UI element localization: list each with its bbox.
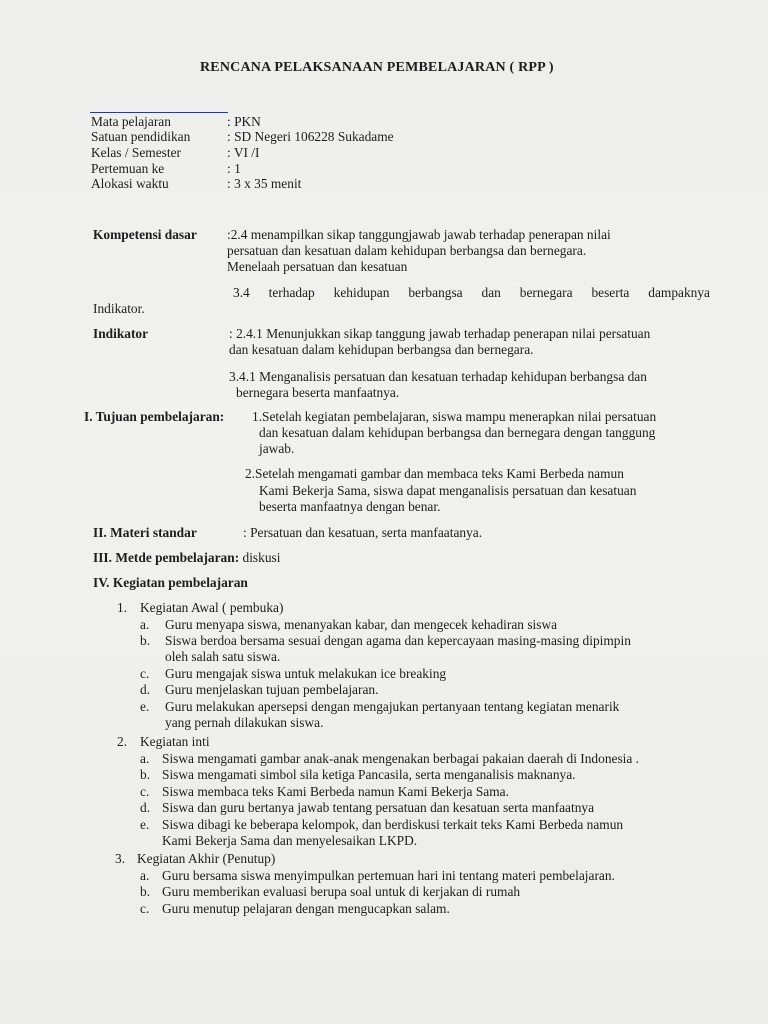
list-letter: b.	[140, 884, 151, 899]
kegiatan-inti-title: Kegiatan inti	[140, 734, 210, 749]
list-letter: e.	[140, 817, 150, 832]
list-letter: a.	[140, 751, 150, 766]
list-item: Siswa mengamati gambar anak-anak mengenakan berbagai pakaian daerah di Indonesia .	[162, 751, 640, 766]
identitas-label-kelas: Kelas / Semester	[91, 145, 181, 160]
list-item: oleh salah satu siswa.	[165, 649, 281, 664]
identitas-value-kelas: : VI /I	[227, 145, 260, 160]
indikator-line: 3.4.1 Menganalisis persatuan dan kesatuan terhadap kehidupan berbangsa dan	[229, 369, 647, 384]
tujuan-label: I. Tujuan pembelajaran:	[84, 409, 225, 424]
ink-underline	[90, 112, 228, 113]
materi-label: II. Materi standar	[93, 525, 197, 540]
list-item: yang pernah dilakukan siswa.	[165, 715, 324, 730]
list-letter: c.	[140, 666, 150, 681]
list-item: Guru menutup pelajaran dengan mengucapkan salam.	[162, 901, 450, 916]
list-letter: d.	[140, 800, 151, 815]
list-item: Siswa membaca teks Kami Berbeda namun Kami Bekerja Sama.	[162, 784, 509, 799]
list-letter: c.	[140, 784, 150, 799]
list-letter: c.	[140, 901, 150, 916]
identitas-value-alokasi: : 3 x 35 menit	[227, 176, 302, 191]
kegiatan-awal-title: Kegiatan Awal ( pembuka)	[140, 600, 284, 615]
kegiatan-akhir-title: Kegiatan Akhir (Penutup)	[137, 851, 276, 866]
kegiatan-awal-number: 1.	[117, 600, 128, 615]
kompetensi-line: persatuan dan kesatuan dalam kehidupan berbangsa dan bernegara.	[227, 243, 587, 258]
list-letter: a.	[140, 617, 150, 632]
kompetensi-label: Kompetensi dasar	[93, 227, 197, 242]
kompetensi-line: Menelaah persatuan dan kesatuan	[227, 259, 408, 274]
list-letter: a.	[140, 868, 150, 883]
kegiatan-label: IV. Kegiatan pembelajaran	[93, 575, 248, 590]
kompetensi-line: Indikator.	[93, 301, 145, 316]
identitas-value-mapel: : PKN	[227, 114, 261, 129]
indikator-line: bernegara beserta manfaatnya.	[236, 385, 400, 400]
kompetensi-line: :2.4 menampilkan sikap tanggungjawab jawab terhadap penerapan nilai	[227, 227, 611, 242]
kompetensi-line: 3.4 terhadap kehidupan berbangsa dan bernegara beserta dampaknya	[233, 285, 710, 300]
tujuan-item-line: 1.Setelah kegiatan pembelajaran, siswa mampu menerapkan nilai persatuan	[252, 409, 657, 424]
list-item: Guru bersama siswa menyimpulkan pertemuan hari ini tentang materi pembelajaran.	[162, 868, 615, 883]
materi-value: : Persatuan dan kesatuan, serta manfaatanya.	[243, 525, 483, 540]
identitas-label-alokasi: Alokasi waktu	[91, 176, 169, 191]
tujuan-item-line: dan kesatuan dalam kehidupan berbangsa dan bernegara dengan tanggung	[259, 425, 656, 440]
tujuan-item-line: beserta manfaatnya dengan benar.	[259, 499, 441, 514]
metode-row	[93, 550, 280, 566]
metode-label: III. Metde pembelajaran:	[93, 550, 240, 565]
identitas-label-satuan: Satuan pendidikan	[91, 129, 191, 144]
list-item: Kami Bekerja Sama dan menyelesaikan LKPD.	[162, 833, 418, 848]
identitas-label-mapel: Mata pelajaran	[91, 114, 171, 129]
list-letter: b.	[140, 767, 151, 782]
kegiatan-akhir-number: 3.	[115, 851, 126, 866]
metode-value: diskusi	[239, 550, 281, 565]
identitas-value-satuan: : SD Negeri 106228 Sukadame	[227, 129, 394, 144]
list-item: Guru melakukan apersepsi dengan mengajukan pertanyaan tentang kegiatan menarik	[165, 699, 620, 714]
indikator-line: : 2.4.1 Menunjukkan sikap tanggung jawab terhadap penerapan nilai persatuan	[229, 326, 651, 341]
tujuan-item-line: Kami Bekerja Sama, siswa dapat menganalisis persatuan dan kesatuan	[259, 483, 637, 498]
tujuan-item-line: 2.Setelah mengamati gambar dan membaca teks Kami Berbeda namun	[245, 466, 624, 481]
kegiatan-inti-number: 2.	[117, 734, 128, 749]
list-letter: d.	[140, 682, 151, 697]
document-title: RENCANA PELAKSANAAN PEMBELAJARAN ( RPP )	[200, 60, 554, 75]
list-item: Guru memberikan evaluasi berupa soal untuk di kerjakan di rumah	[162, 884, 521, 899]
tujuan-item-line: jawab.	[259, 441, 295, 456]
indikator-line: dan kesatuan dalam kehidupan berbangsa dan bernegara.	[229, 342, 534, 357]
list-letter: e.	[140, 699, 150, 714]
list-item: Siswa dan guru bertanya jawab tentang persatuan dan kesatuan serta manfaatnya	[162, 800, 595, 815]
identitas-label-pertemuan: Pertemuan ke	[91, 161, 165, 176]
list-item: Siswa mengamati simbol sila ketiga Pancasila, serta menganalisis maknanya.	[162, 767, 576, 782]
list-item: Guru menjelaskan tujuan pembelajaran.	[165, 682, 379, 697]
list-item: Siswa dibagi ke beberapa kelompok, dan berdiskusi terkait teks Kami Berbeda namun	[162, 817, 624, 832]
list-item: Siswa berdoa bersama sesuai dengan agama dan kepercayaan masing-masing dipimpin	[165, 633, 631, 648]
identitas-value-pertemuan: : 1	[227, 161, 241, 176]
list-item: Guru menyapa siswa, menanyakan kabar, dan mengecek kehadiran siswa	[165, 617, 558, 632]
list-item: Guru mengajak siswa untuk melakukan ice breaking	[165, 666, 447, 681]
list-letter: b.	[140, 633, 151, 648]
indikator-label: Indikator	[93, 326, 149, 341]
